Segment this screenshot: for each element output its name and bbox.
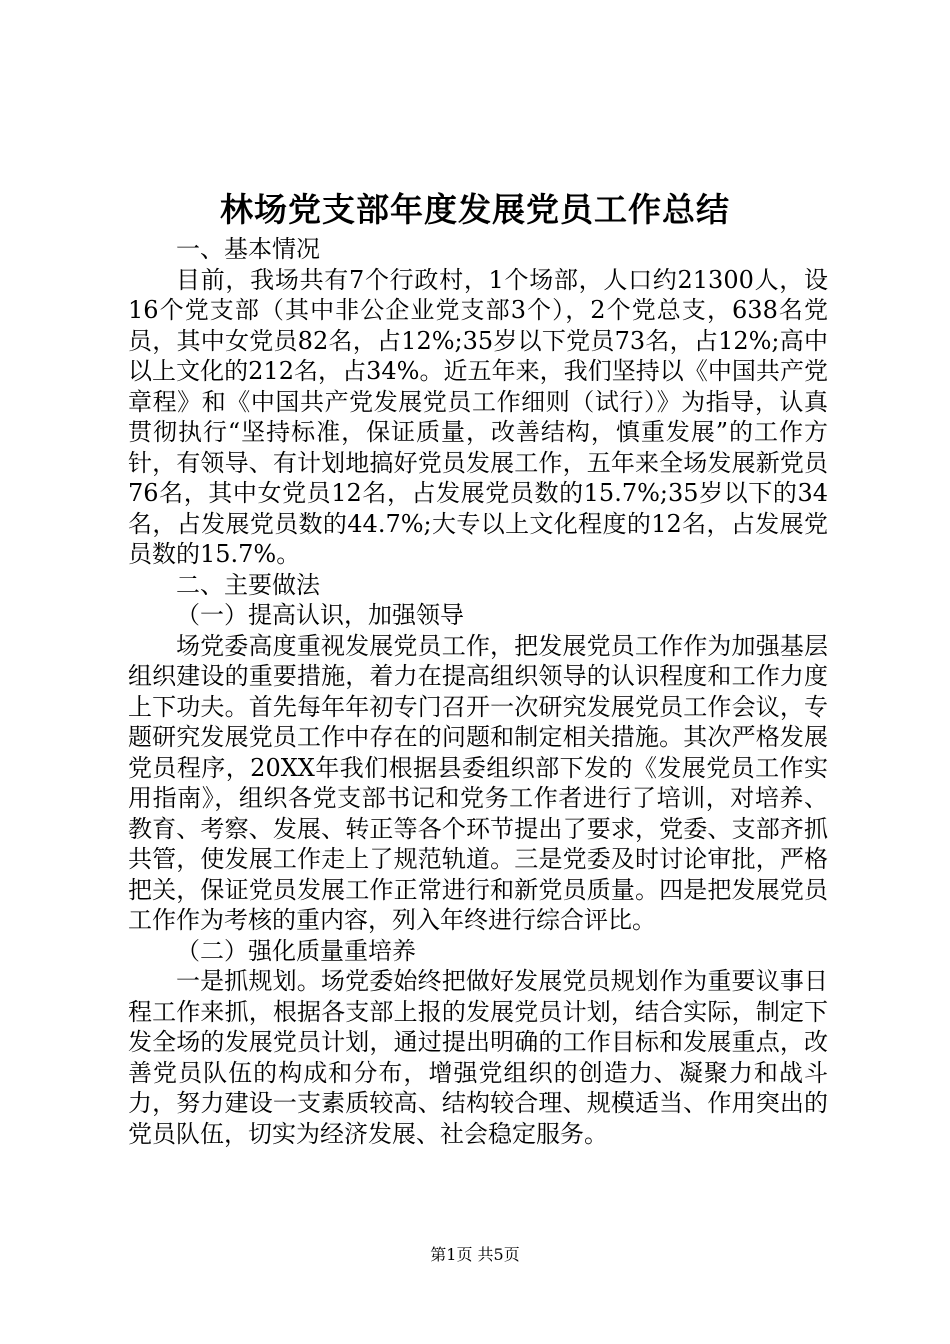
- subheading-quality: （二）强化质量重培养: [176, 936, 416, 965]
- paragraph-quality: 一是抓规划。场党委始终把做好发展党员规划作为重要议事日程工作来抓，根据各支部上报的发展党员计划，结合实际，制定下发全场的发展党员计划，通过提出明确的工作目标和发展重点，改善党员队伍的构成和分布，增强党组织的创造力、凝聚力和战斗力，努力建设一支素质较高、结构较合理、规模适当、作用突出的党员队伍，切实为经济发展、社会稳定服务。: [128, 967, 828, 1148]
- page-footer: 第1页 共5页: [430, 1245, 520, 1264]
- subheading-leadership: （一）提高认识，加强领导: [176, 601, 464, 629]
- section-heading-methods: 二、主要做法: [176, 570, 320, 599]
- section-heading-basic: 一、基本情况: [176, 235, 320, 263]
- paragraph-basic-situation: 目前，我场共有7个行政村，1个场部，人口约21300人，设16个党支部（其中非公企业党支部3个），2个党总支，638名党员，其中女党员82名，占12%;35岁以下党员73名，占12%;高中以上文化的212名，占34%。近五年来，我们坚持以《中国共产党章程》和《中国共产党发展党员工作细则（试行）》为指导，认真贯彻执行“坚持标准，保证质量，改善结构，慎重发展”的工作方针，有领导、有计划地搞好党员发展工作，五年来全场发展新党员76名，其中女党员12名，占发展党员数的15.7%;35岁以下的34名，占发展党员数的44.7%;大专以上文化程度的12名，占发展党员数的15.7%。: [128, 265, 828, 568]
- document-body: [128, 234, 828, 1149]
- paragraph-leadership: 场党委高度重视发展党员工作，把发展党员工作作为加强基层组织建设的重要措施，着力在提高组织领导的认识程度和工作力度上下功夫。首先每年年初专门召开一次研究发展党员工作会议，专题研究发展党员工作中存在的问题和制定相关措施。其次严格发展党员程序，20XX年我们根据县委组织部下发的《发展党员工作实用指南》，组织各党支部书记和党务工作者进行了培训，对培养、教育、考察、发展、转正等各个环节提出了要求，党委、支部齐抓共管，使发展工作走上了规范轨道。三是党委及时讨论审批，严格把关，保证党员发展工作正常进行和新党员质量。四是把发展党员工作作为考核的重内容，列入年终进行综合评比。: [128, 631, 828, 934]
- document-title: 林场党支部年度发展党员工作总结: [220, 190, 730, 229]
